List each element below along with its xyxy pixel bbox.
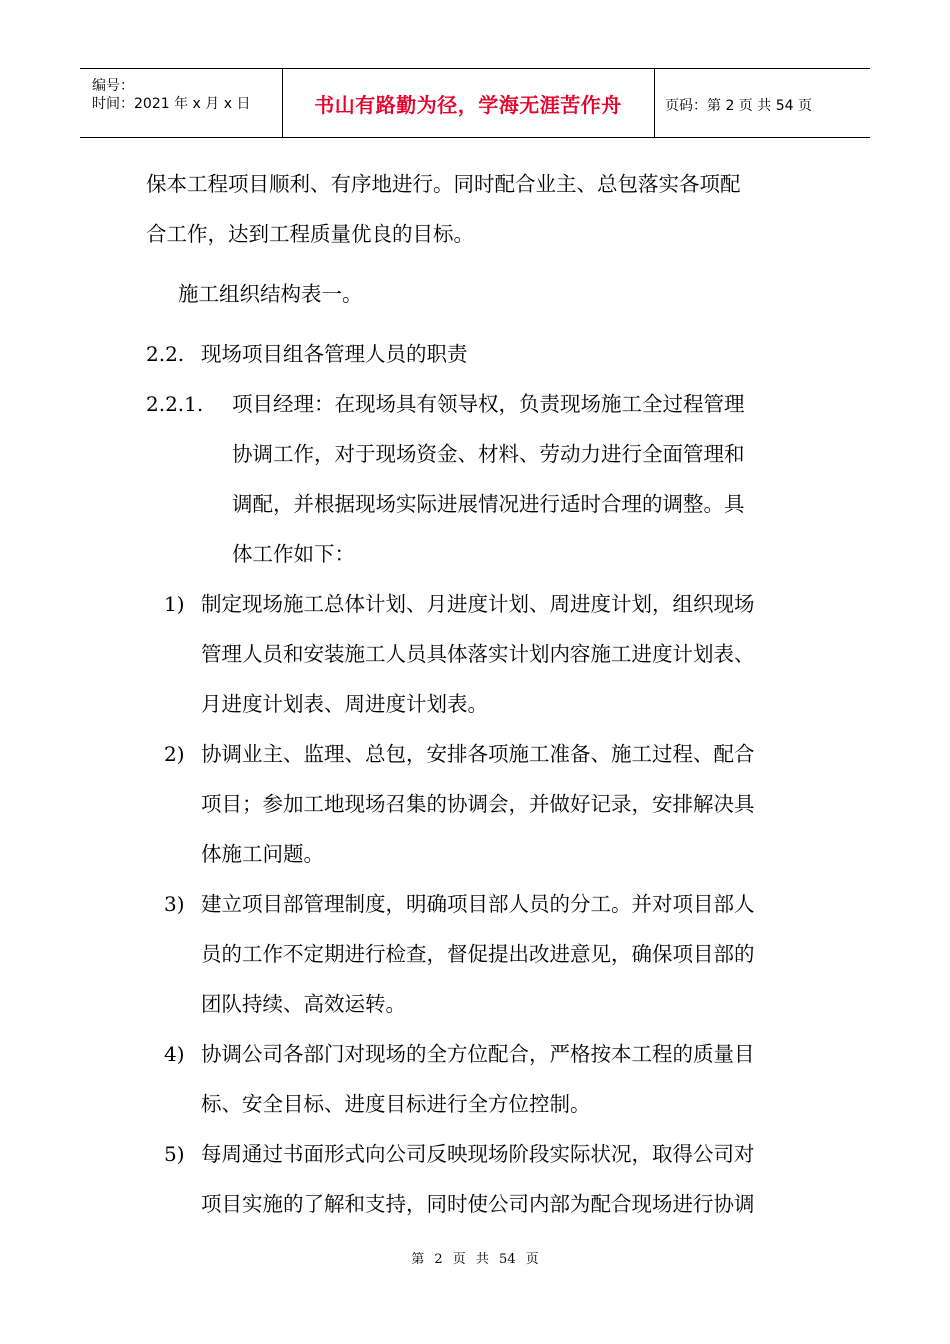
page-header (80, 68, 870, 138)
list-item-line: 团队持续、高效运转。 (201, 992, 406, 1016)
subsection-line: 协调工作，对于现场资金、材料、劳动力进行全面管理和 (232, 442, 745, 466)
list-item-number: 3) (164, 892, 185, 916)
header-info-cell (80, 69, 283, 137)
header-page-number: 页码：第 2 页 共 54 页 (665, 98, 812, 114)
subsection-number: 2.2.1. (146, 392, 204, 416)
paragraph-line: 合工作，达到工程质量优良的目标。 (146, 222, 474, 246)
list-item-line: 每周通过书面形式向公司反映现场阶段实际状况，取得公司对 (201, 1142, 755, 1166)
paragraph-line: 施工组织结构表一。 (178, 282, 363, 306)
list-item-line: 项目；参加工地现场召集的协调会，并做好记录，安排解决具 (201, 792, 755, 816)
list-item-number: 1) (164, 592, 185, 616)
list-item-line: 协调业主、监理、总包，安排各项施工准备、施工过程、配合 (201, 742, 755, 766)
subsection-line: 项目经理：在现场具有领导权，负责现场施工全过程管理 (232, 392, 745, 416)
list-item-line: 协调公司各部门对现场的全方位配合，严格按本工程的质量目 (201, 1042, 755, 1066)
motto-text: 书山有路勤为径，学海无涯苦作舟 (314, 93, 622, 117)
doc-time-label: 时间：2021 年 x 月 x 日 (92, 96, 251, 112)
list-item-line: 管理人员和安装施工人员具体落实计划内容施工进度计划表、 (201, 642, 755, 666)
list-item-line: 建立项目部管理制度，明确项目部人员的分工。并对项目部人 (201, 892, 755, 916)
section-title: 现场项目组各管理人员的职责 (201, 342, 468, 366)
list-item-line: 标、安全目标、进度目标进行全方位控制。 (201, 1092, 591, 1116)
list-item-line: 月进度计划表、周进度计划表。 (201, 692, 488, 716)
header-motto-cell (282, 69, 655, 137)
list-item-line: 员的工作不定期进行检查，督促提出改进意见，确保项目部的 (201, 942, 755, 966)
list-item-line: 体施工问题。 (201, 842, 324, 866)
doc-number-label: 编号： (92, 78, 134, 94)
paragraph-line: 保本工程项目顺利、有序地进行。同时配合业主、总包落实各项配 (146, 172, 741, 196)
subsection-line: 体工作如下： (232, 542, 355, 566)
list-item-line: 项目实施的了解和支持，同时使公司内部为配合现场进行协调 (201, 1192, 755, 1216)
list-item-number: 4) (164, 1042, 185, 1066)
list-item-number: 5) (164, 1142, 185, 1166)
header-page-cell (655, 69, 870, 137)
section-number: 2.2. (146, 342, 185, 366)
subsection-line: 调配，并根据现场实际进展情况进行适时合理的调整。具 (232, 492, 745, 516)
list-item-number: 2) (164, 742, 185, 766)
list-item-line: 制定现场施工总体计划、月进度计划、周进度计划，组织现场 (201, 592, 755, 616)
page-footer: 第 2 页 共 54 页 (411, 1252, 539, 1267)
